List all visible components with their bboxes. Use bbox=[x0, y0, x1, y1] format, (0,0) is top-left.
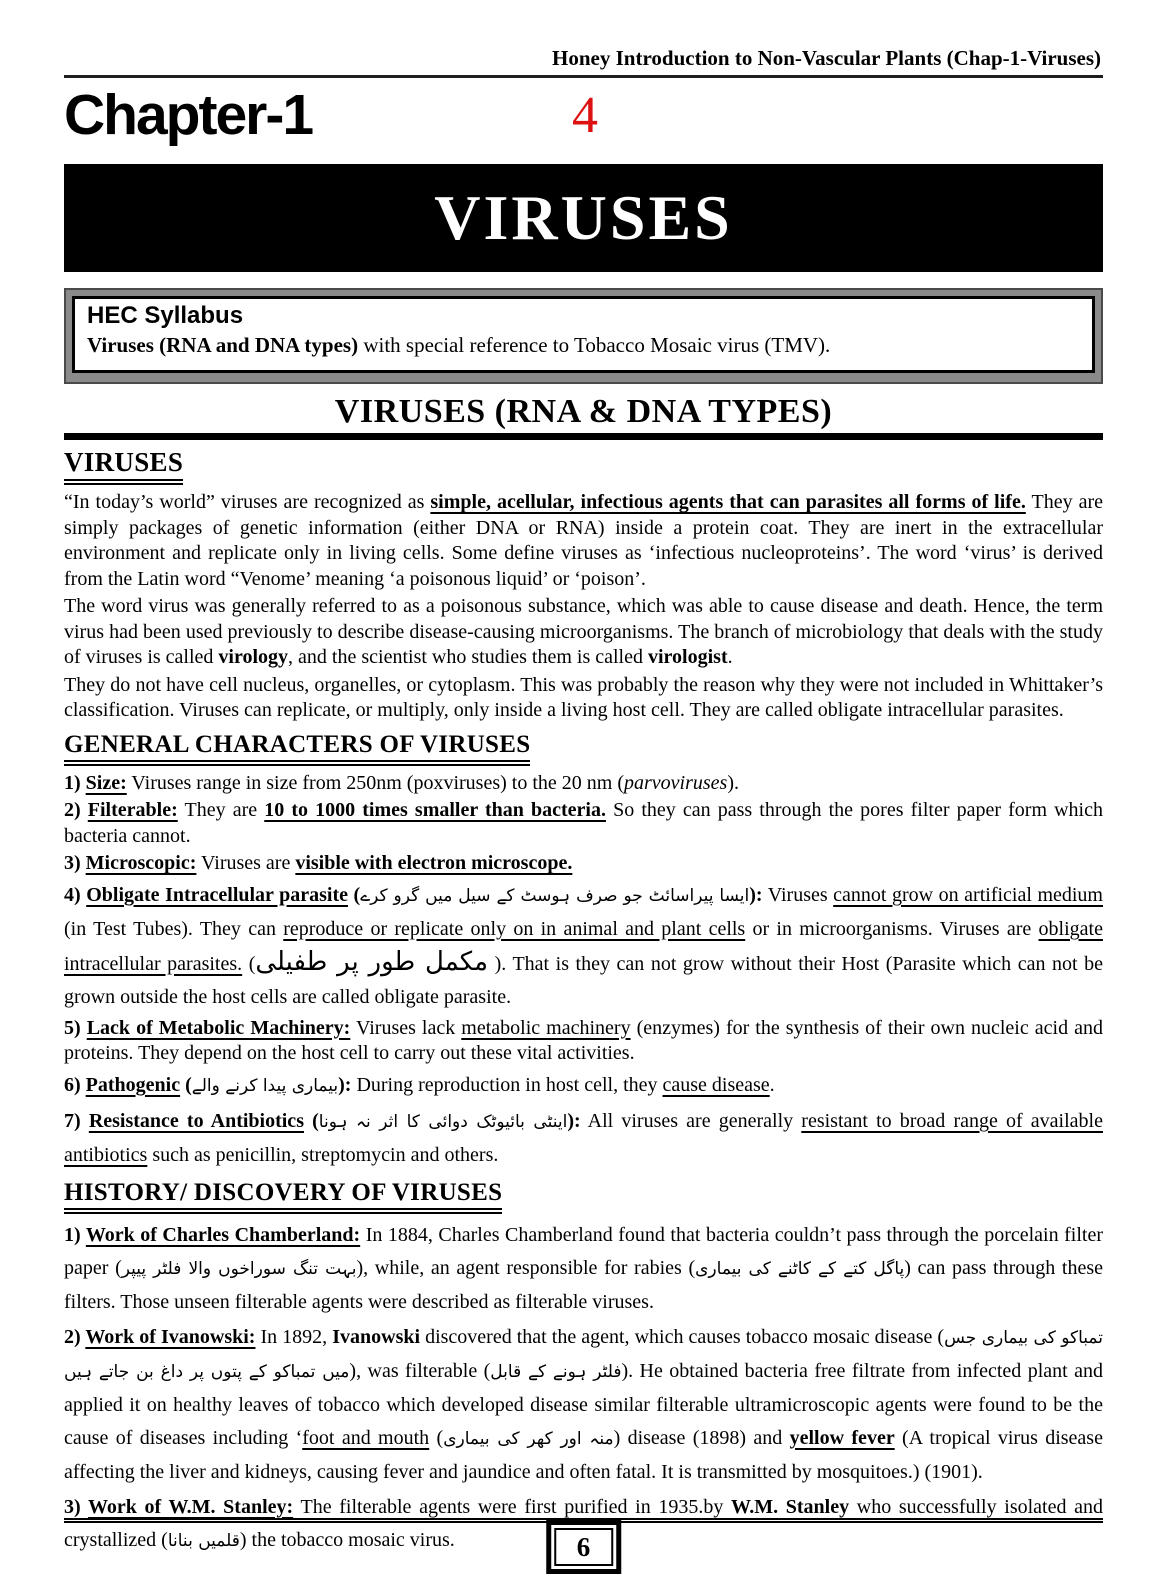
list-item-chamberland: 1) Work of Charles Chamberland: In 1884, Charles Chamberland found that bacteria couldn’t pass through the porcelain filter paper (بہت تنگ سوراخوں والا فلٹر پیپر), while, an agent responsible for rabies (پاگل کتے کے کاٹنے کی بیماری) can pass through these filters. Those unseen filterable agents were described as filterable viruses. bbox=[64, 1223, 1104, 1313]
list-item-obligate-parasite: 4) Obligate Intracellular parasite (ایسا پیراسائٹ جو صرف ہوسٹ کے سیل میں گرو کرے): Viruses cannot grow on artificial medium (in Test Tubes). They can reproduce or replicate only on in animal and plant cells or in microorganisms. Viruses are obligate intracellular parasites. (مکمل طور پر طفیلی ). That is they can not grow without their Host (Parasite which can not be grown outside the host cells are called obligate parasite. bbox=[64, 883, 1103, 1008]
syllabus-box bbox=[64, 288, 1103, 384]
list-item-antibiotic-resistance: 7) Resistance to Antibiotics (اینٹی بائیوٹک دوائی کا اثر نہ ہونا): All viruses are generally resistant to broad range of available antibiotics such as penicillin, streptomycin and others. bbox=[64, 1109, 1103, 1166]
syllabus-text bbox=[87, 333, 1080, 358]
list-item-microscopic: 3) Microscopic: Viruses are visible with electron microscope. bbox=[64, 852, 573, 874]
page-footer bbox=[64, 1518, 1103, 1576]
list-item-size: 1) Size: Viruses range in size from 250nm (poxviruses) to the 20 nm (parvoviruses). bbox=[64, 771, 739, 794]
list-item-ivanowski: 2) Work of Ivanowski: In 1892, Ivanowski discovered that the agent, which causes tobacco mosaic disease (تمباکو کی بیماری جس میں تمباکو کے پتوں پر داغ بن جاتے ہیں), was filterable (فلٹر ہونے کے قابل). He obtained bacteria free filtrate from infected plant and applied it on healthy leaves of tobacco which developed disease similar filterable ultramicroscopic agents were found to be the cause of diseases including ‘foot and mouth (منہ اور کھر کی بیماری) disease (1898) and yellow fever (A tropical virus disease affecting the liver and kidneys, causing fever and jaundice and often fatal. It is transmitted by mosquitoes.) (1901). bbox=[64, 1325, 1103, 1483]
chapter-title: Chapter-1 bbox=[64, 83, 313, 147]
syllabus-rest: with special reference to Tobacco Mosaic virus (TMV). bbox=[358, 333, 831, 357]
chapter-banner bbox=[64, 164, 1103, 272]
main-heading-rule bbox=[64, 433, 1103, 440]
syllabus-box-inner bbox=[72, 296, 1095, 373]
section-heading-history: HISTORY/ DISCOVERY OF VIRUSES bbox=[64, 1179, 502, 1214]
paragraph-word-virus: The word virus was generally referred to as a poisonous substance, which was able to cause disease and death. Hence, the term virus had been used previously to describe disease-causing microorganisms. The branch of microbiology that deals with the study of viruses is called virology, and the scientist who studies them is called virologist. bbox=[64, 595, 1103, 668]
page-header bbox=[64, 0, 1103, 78]
banner-title: VIRUSES bbox=[434, 182, 733, 253]
paragraph-no-nucleus: They do not have cell nucleus, organelles, or cytoplasm. This was probably the reason why they were not included in Whittaker’s classification. Viruses can replicate, or multiply, only inside a living host cell. They are called obligate intracellular parasites. bbox=[64, 673, 1103, 721]
syllabus-lead: Viruses (RNA and DNA types) bbox=[87, 333, 359, 357]
page-number-frame bbox=[551, 1525, 617, 1569]
list-item-filterable: 2) Filterable: They are 10 to 1000 times smaller than bacteria. So they can pass through the pores filter paper form which bacteria cannot. bbox=[64, 799, 1103, 847]
list-item-metabolic-machinery: 5) Lack of Metabolic Machinery: Viruses lack metabolic machinery (enzymes) for the synthesis of their own nucleic acid and proteins. They depend on the host cell to carry out these vital activities. bbox=[64, 1016, 1103, 1064]
chapter-row bbox=[64, 83, 1103, 150]
page-number-box bbox=[546, 1520, 622, 1574]
list-item-stanley: 3) Work of W.M. Stanley: The filterable agents were first purified in 1935.by W.M. Stanley who successfully isolated and crystallized (قلمیں بنانا) the tobacco mosaic virus. bbox=[64, 1495, 1103, 1551]
list-item-pathogenic: 6) Pathogenic (بیماری پیدا کرنے والے): During reproduction in host cell, they cause disease. bbox=[64, 1073, 775, 1096]
header-title: Honey Introduction to Non-Vascular Plants (Chap-1-Viruses) bbox=[552, 46, 1101, 70]
section-heading-general-characters: GENERAL CHARACTERS OF VIRUSES bbox=[64, 731, 530, 766]
section-heading-viruses: VIRUSES bbox=[64, 447, 183, 485]
page-marker-red: 4 bbox=[572, 87, 598, 144]
syllabus-title: HEC Syllabus bbox=[87, 302, 244, 329]
paragraph-intro: “In today’s world” viruses are recognized as simple, acellular, infectious agents that can parasites all forms of life. They are simply packages of genetic information (either DNA or RNA) inside a protein coat. They are inert in the extracellular environment and replicate only in living cells. Some define viruses as ‘infectious nucleoproteins’. The word ‘virus’ is derived from the Latin word “Venome’ meaning ‘a poisonous liquid’ or ‘poison’. bbox=[64, 491, 1103, 590]
main-heading: VIRUSES (RNA & DNA TYPES) bbox=[334, 393, 833, 430]
page-number: 6 bbox=[554, 1528, 614, 1566]
